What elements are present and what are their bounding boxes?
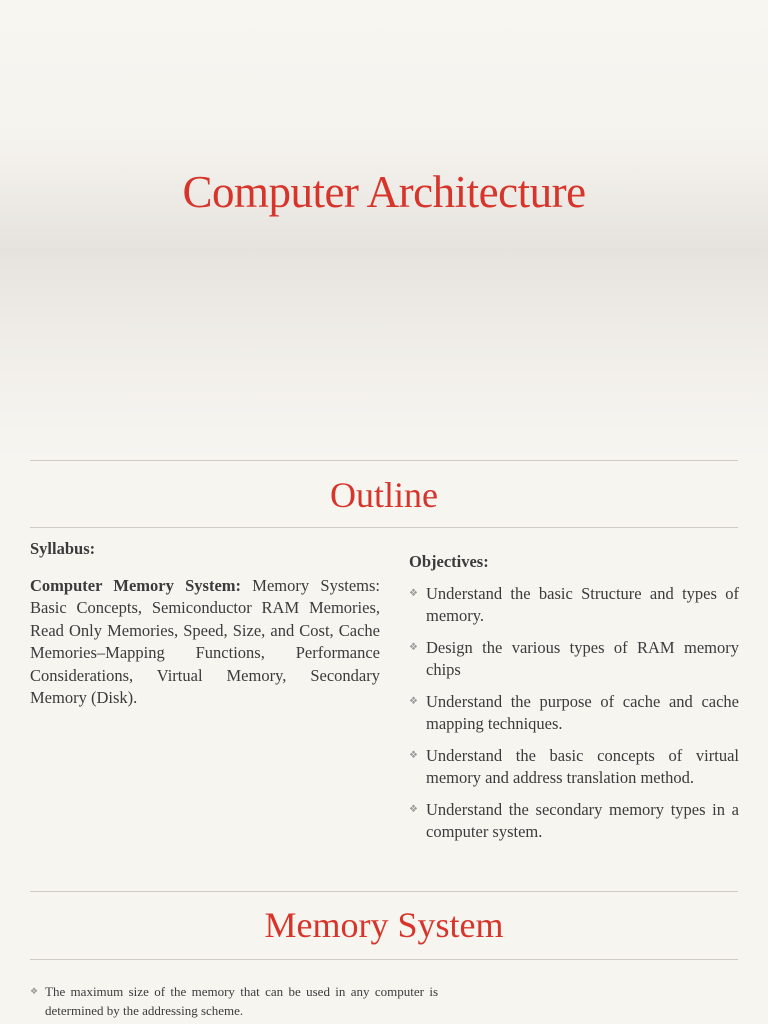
- diamond-bullet-icon: ❖: [30, 986, 39, 996]
- syllabus-label: Syllabus:: [30, 539, 96, 558]
- diamond-bullet-icon: ❖: [409, 642, 418, 653]
- diamond-bullet-icon: ❖: [409, 696, 418, 707]
- divider-top-memory: [30, 891, 738, 892]
- diamond-bullet-icon: ❖: [409, 588, 418, 599]
- syllabus-column: [30, 538, 380, 710]
- objective-item: [409, 637, 739, 681]
- syllabus-text: Memory Systems: Basic Concepts, Semiconductor RAM Memories, Read Only Memories, Speed, Size, and Cost, Cache Memories–Mapping Functions, Performance Considerations, Virtual Memory, Secondary Memory (Disk).: [30, 575, 380, 707]
- syllabus-body: [30, 575, 380, 710]
- syllabus-bold-lead: Computer Memory System:: [30, 575, 242, 595]
- divider-bottom-memory: [30, 959, 738, 960]
- objective-text: Understand the purpose of cache and cache mapping techniques.: [426, 692, 739, 733]
- diamond-bullet-icon: ❖: [409, 750, 418, 761]
- objective-item: [409, 691, 739, 735]
- objective-text: Understand the basic Structure and types of memory.: [426, 584, 739, 625]
- objectives-column: [409, 551, 739, 853]
- memory-point: [30, 982, 438, 1020]
- objective-item: [409, 745, 739, 789]
- objective-item: [409, 799, 739, 843]
- objective-item: [409, 583, 739, 627]
- memory-system-points: [30, 982, 438, 1020]
- objective-text: Design the various types of RAM memory chips: [426, 638, 739, 679]
- title-slide: [0, 0, 768, 460]
- diamond-bullet-icon: ❖: [409, 804, 418, 815]
- objectives-list: [409, 583, 739, 843]
- memory-point-text: The maximum size of the memory that can be used in any computer is determined by the addressing scheme.: [45, 984, 438, 1018]
- objective-text: Understand the basic concepts of virtual memory and address translation method.: [426, 746, 739, 787]
- objectives-label: Objectives:: [409, 552, 489, 571]
- memory-system-heading: Memory System: [264, 905, 504, 945]
- outline-heading: Outline: [330, 475, 438, 515]
- objective-text: Understand the secondary memory types in a computer system.: [426, 800, 739, 841]
- divider-bottom-outline: [30, 527, 738, 528]
- divider-top-outline: [30, 460, 738, 461]
- slide-title: Computer Architecture: [182, 167, 586, 217]
